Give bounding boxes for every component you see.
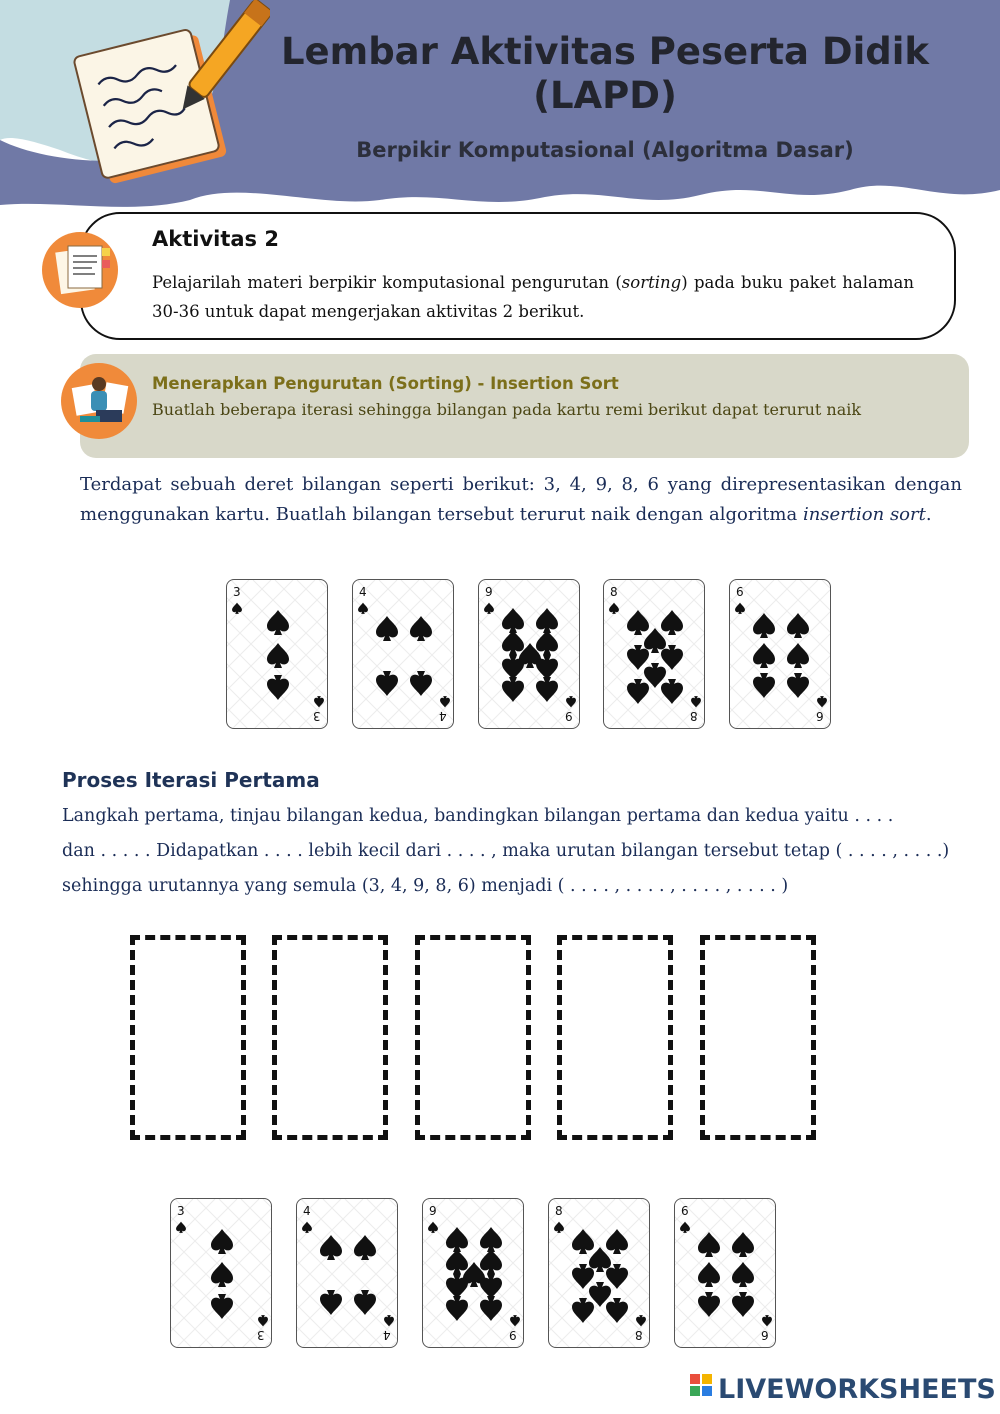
spade-pip-icon (410, 671, 432, 696)
card-pattern-line (379, 580, 454, 729)
card-pips (549, 1199, 650, 1348)
answer-slot-3[interactable] (415, 935, 531, 1140)
spade-pip-icon (661, 645, 683, 670)
card-pattern-line (730, 580, 752, 729)
iteration-line-1: Langkah pertama, tinjau bilangan kedua, bandingkan bilangan pertama dan kedua yaitu . . . . (62, 806, 894, 826)
card-rank-top: 6 (681, 1204, 689, 1218)
corner-spade-icon (440, 696, 450, 707)
spade-pip-icon (732, 1262, 754, 1287)
card-pattern-line (379, 580, 454, 729)
card-pattern-line (353, 580, 375, 729)
card-pattern-line (604, 580, 626, 729)
card-pattern-line (241, 1199, 272, 1348)
footer-brand: LIVEWORKSHEETS (718, 1374, 996, 1405)
card-pattern-line (297, 1199, 398, 1348)
card-pattern-line (353, 580, 375, 729)
task-title: Menerapkan Pengurutan (Sorting) - Insertion Sort (152, 374, 619, 393)
card-rank-bottom: 9 (509, 1328, 517, 1342)
spade-pip-icon (661, 679, 683, 704)
spade-pip-icon (698, 1292, 720, 1317)
card-pattern-line (549, 580, 580, 729)
spade-pip-icon (354, 1290, 376, 1315)
draggable-card-6-spades[interactable] (674, 1198, 776, 1348)
answer-slot-2[interactable] (272, 935, 388, 1140)
answer-slot-4[interactable] (557, 935, 673, 1140)
corner-spade-icon (384, 1315, 394, 1326)
corner-spade-icon (258, 1315, 268, 1326)
card-rank-top: 6 (736, 585, 744, 599)
card-pattern-line (171, 1199, 215, 1348)
spade-pip-icon (572, 1298, 594, 1323)
card-pattern-line (353, 580, 454, 729)
card-pips (730, 580, 831, 729)
card-pattern-line (297, 580, 328, 729)
page-title: Lembar Aktivitas Peserta Didik (LAPD) (280, 30, 930, 117)
spade-pip-icon (698, 1232, 720, 1257)
card-pips (297, 1199, 398, 1348)
card-rank-bottom: 3 (313, 709, 321, 723)
card-pattern-line (549, 1199, 571, 1348)
card-rank-bottom: 3 (257, 1328, 265, 1342)
card-pattern-line (227, 580, 271, 729)
card-pattern-line (730, 580, 752, 729)
spade-pip-icon (354, 1235, 376, 1260)
iteration-line-3: sehingga urutannya yang semula (3, 4, 9, 8, 6) menjadi ( . . . . , . . . . , . . . . , . . . . ) (62, 876, 789, 896)
activity-title: Aktivitas 2 (152, 227, 279, 251)
card-rank-bottom: 8 (635, 1328, 643, 1342)
card-pips (479, 580, 580, 729)
liveworksheets-icon (690, 1374, 714, 1400)
page-subtitle: Berpikir Komputasional (Algoritma Dasar) (356, 138, 854, 162)
answer-slot-5[interactable] (700, 935, 816, 1140)
spade-pip-icon (753, 673, 775, 698)
card-rank-bottom: 9 (565, 709, 573, 723)
documents-icon (40, 230, 120, 310)
card-pattern-line (493, 1199, 524, 1348)
student-laptop-icon (60, 362, 138, 440)
card-rank-top: 4 (359, 585, 367, 599)
spade-pip-icon (446, 1296, 468, 1321)
card-pattern-line (353, 580, 397, 729)
activity-text-after: ) pada buku paket halaman 30-36 untuk dapat mengerjakan aktivitas 2 berikut. (152, 273, 914, 321)
card-pattern-line (353, 580, 454, 729)
card-pattern-line (297, 1199, 398, 1348)
spade-pip-icon (502, 677, 524, 702)
spade-pip-icon (787, 673, 809, 698)
intro-italic: insertion sort (802, 504, 926, 525)
spade-pip-icon (627, 610, 649, 635)
card-pattern-line (479, 580, 501, 729)
spade-pip-icon (446, 1227, 468, 1252)
card-pattern-line (604, 580, 705, 729)
card-pips (227, 580, 328, 729)
playing-card-8-spades (603, 579, 705, 729)
card-pattern-line (730, 580, 831, 729)
spade-pip-icon (446, 1249, 468, 1274)
intro-end: . (925, 504, 932, 525)
card-pattern-line (549, 1199, 650, 1348)
intro-paragraph (80, 470, 962, 530)
card-rank-top: 9 (485, 585, 493, 599)
card-pattern-line (297, 1199, 341, 1348)
card-rank-top: 3 (233, 585, 241, 599)
iteration-title: Proses Iterasi Pertama (62, 768, 320, 792)
card-pattern-line (549, 580, 580, 729)
card-pattern-line (297, 1199, 319, 1348)
card-pattern-line (197, 1199, 272, 1348)
card-pips (604, 580, 705, 729)
corner-spade-icon (636, 1315, 646, 1326)
card-pips (423, 1199, 524, 1348)
card-rank-top: 8 (555, 1204, 563, 1218)
spade-pip-icon (606, 1298, 628, 1323)
draggable-card-9-spades[interactable] (422, 1198, 524, 1348)
card-pattern-line (549, 1199, 650, 1348)
card-pattern-line (675, 1199, 776, 1348)
spade-pip-icon (606, 1264, 628, 1289)
card-pattern-line (423, 1199, 445, 1348)
liveworksheets-logo (690, 1374, 996, 1405)
corner-spade-icon (566, 696, 576, 707)
spade-pip-icon (732, 1232, 754, 1257)
spade-pip-icon (753, 613, 775, 638)
draggable-card-4-spades[interactable] (296, 1198, 398, 1348)
card-pattern-line (297, 580, 328, 729)
card-pattern-line (227, 580, 249, 729)
activity-text-italic: sorting (621, 273, 682, 292)
draggable-card-8-spades[interactable] (548, 1198, 650, 1348)
card-rank-top: 4 (303, 1204, 311, 1218)
card-pattern-line (549, 1199, 650, 1348)
playing-card-6-spades (729, 579, 831, 729)
spade-pip-icon (732, 1292, 754, 1317)
header-banner (0, 0, 1000, 215)
corner-spade-icon (510, 1315, 520, 1326)
card-pattern-line (604, 580, 626, 729)
card-pattern-line (353, 580, 454, 729)
card-pattern-line (730, 580, 831, 729)
card-rank-top: 9 (429, 1204, 437, 1218)
card-pattern-line (675, 1199, 776, 1348)
card-pattern-line (604, 580, 705, 729)
card-rank-bottom: 4 (439, 709, 447, 723)
card-pattern-line (675, 1199, 697, 1348)
corner-spade-icon (691, 696, 701, 707)
card-pattern-line (730, 580, 831, 729)
card-pattern-line (323, 1199, 398, 1348)
card-rank-bottom: 6 (816, 709, 824, 723)
playing-card-4-spades (352, 579, 454, 729)
card-pattern-line (171, 1199, 193, 1348)
draggable-card-3-spades[interactable] (170, 1198, 272, 1348)
card-pattern-line (253, 580, 328, 729)
card-pattern-line (171, 1199, 193, 1348)
card-pattern-line (493, 1199, 524, 1348)
card-rank-top: 3 (177, 1204, 185, 1218)
card-pattern-line (549, 1199, 571, 1348)
spade-pip-icon (502, 608, 524, 633)
card-pattern-line (479, 580, 501, 729)
answer-slot-1[interactable] (130, 935, 246, 1140)
card-pattern-line (367, 1199, 398, 1348)
activity-text (152, 268, 914, 326)
card-pattern-line (675, 1199, 776, 1348)
card-pips (353, 580, 454, 729)
spade-pip-icon (787, 643, 809, 668)
notepad-pen-icon (70, 0, 270, 190)
card-pattern-line (297, 1199, 398, 1348)
card-pattern-line (423, 580, 454, 729)
card-pattern-line (353, 580, 454, 729)
card-pattern-line (604, 580, 705, 729)
card-rank-top: 8 (610, 585, 618, 599)
card-pattern-line (297, 1199, 398, 1348)
spade-pip-icon (572, 1229, 594, 1254)
card-pattern-line (253, 580, 328, 729)
corner-spade-icon (762, 1315, 772, 1326)
spade-pip-icon (502, 630, 524, 655)
card-pattern-line (423, 580, 454, 729)
playing-card-9-spades (478, 579, 580, 729)
iteration-line-2: dan . . . . . Didapatkan . . . . lebih kecil dari . . . . , maka urutan bilangan tersebut tetap ( . . . . , . . . .) (62, 841, 950, 861)
spade-pip-icon (627, 679, 649, 704)
spade-pip-icon (787, 613, 809, 638)
card-pattern-line (323, 1199, 398, 1348)
spade-pip-icon (410, 616, 432, 641)
card-pattern-line (423, 1199, 445, 1348)
card-pips (171, 1199, 272, 1348)
card-pattern-line (197, 1199, 272, 1348)
corner-spade-icon (817, 696, 827, 707)
card-pips (675, 1199, 776, 1348)
task-text: Buatlah beberapa iterasi sehingga bilangan pada kartu remi berikut dapat terurut naik (152, 400, 862, 419)
card-pattern-line (241, 1199, 272, 1348)
corner-spade-icon (314, 696, 324, 707)
card-pattern-line (549, 1199, 650, 1348)
card-rank-bottom: 6 (761, 1328, 769, 1342)
card-pattern-line (297, 1199, 319, 1348)
card-pattern-line (675, 1199, 697, 1348)
card-rank-bottom: 4 (383, 1328, 391, 1342)
card-rank-bottom: 8 (690, 709, 698, 723)
card-pattern-line (675, 1199, 776, 1348)
card-pattern-line (227, 580, 249, 729)
card-pattern-line (730, 580, 831, 729)
card-pattern-line (367, 1199, 398, 1348)
intro-text: Terdapat sebuah deret bilangan seperti berikut: 3, 4, 9, 8, 6 yang direpresentasikan dengan menggunakan kartu. Buatlah bilangan tersebut terurut naik dengan algoritma (80, 474, 962, 525)
playing-card-3-spades (226, 579, 328, 729)
card-pattern-line (604, 580, 705, 729)
activity-text-before: Pelajarilah materi berpikir komputasional pengurutan ( (152, 273, 622, 292)
